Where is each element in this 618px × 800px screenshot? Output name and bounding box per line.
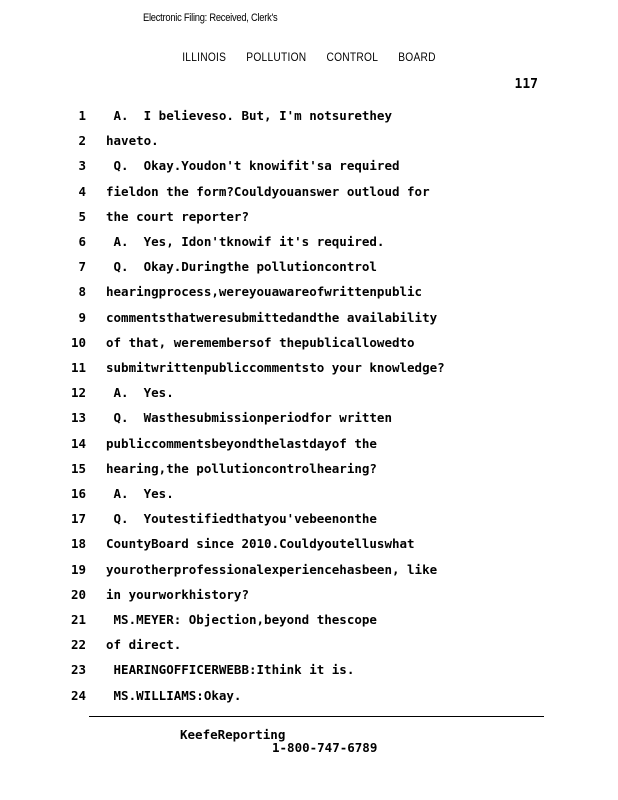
- line-text: Q. Okay.Youdon't knowifit'sa required: [106, 158, 400, 174]
- line-text: yourotherprofessionalexperiencehasbeen, like: [106, 561, 438, 577]
- line-number: 7: [78, 259, 86, 275]
- line-number: 4: [78, 183, 86, 199]
- transcript-line: [0, 562, 618, 587]
- line-text: HEARINGOFFICERWEBB:Ithink it is.: [106, 662, 355, 678]
- transcript-line: [0, 461, 618, 486]
- filing-stamp: Electronic Filing: Received, Clerk's: [143, 12, 278, 24]
- transcript-line: [0, 688, 618, 713]
- transcript-line: [0, 587, 618, 612]
- line-text: CountyBoard since 2010.Couldyoutelluswhat: [106, 536, 415, 552]
- line-number: 18: [70, 536, 86, 552]
- line-number: 1: [78, 108, 86, 123]
- transcript-line: [0, 637, 618, 662]
- line-text: submitwrittenpubliccommentsto your knowledge?: [106, 360, 445, 375]
- line-text: A. I believeso. But, I'm notsurethey: [106, 108, 392, 123]
- transcript-line: [0, 259, 618, 284]
- line-number: 2: [78, 133, 86, 149]
- transcript-line: [0, 410, 618, 435]
- line-number: 6: [78, 234, 86, 249]
- transcript-line: [0, 511, 618, 536]
- line-text: haveto.: [106, 133, 159, 149]
- header-word: CONTROL: [326, 50, 379, 64]
- line-number: 12: [70, 385, 86, 401]
- line-text: Q. Youtestifiedthatyou'vebeenonthe: [106, 511, 377, 527]
- line-text: of that, weremembersof thepublicallowedto: [106, 334, 415, 350]
- line-number: 24: [70, 687, 86, 703]
- line-number: 16: [70, 486, 86, 501]
- transcript-line: [0, 486, 618, 511]
- transcript-line: [0, 662, 618, 687]
- line-number: 19: [70, 561, 86, 577]
- page-number: 117: [514, 77, 538, 92]
- transcript-line: [0, 612, 618, 637]
- transcript-line: [0, 360, 618, 385]
- line-text: of direct.: [106, 637, 182, 653]
- line-number: 22: [70, 637, 86, 653]
- line-text: MS.WILLIAMS:Okay.: [106, 687, 242, 703]
- header-word: POLLUTION: [246, 50, 307, 64]
- line-number: 3: [78, 158, 86, 174]
- transcript-line: [0, 284, 618, 309]
- line-text: in yourworkhistory?: [106, 586, 249, 602]
- line-text: Q. Wasthesubmissionperiodfor written: [106, 410, 392, 426]
- line-text: MS.MEYER: Objection,beyond thescope: [106, 612, 377, 627]
- line-text: A. Yes, Idon'tknowif it's required.: [106, 234, 385, 249]
- footer-divider: [89, 716, 544, 717]
- line-number: 14: [70, 435, 86, 451]
- transcript-line: [0, 158, 618, 183]
- header-word: ILLINOIS: [182, 50, 227, 64]
- footer-company: KeefeReporting: [180, 727, 286, 742]
- transcript-line: [0, 310, 618, 335]
- line-text: fieldon the form?Couldyouanswer outloud for: [106, 183, 430, 199]
- line-number: 10: [70, 334, 86, 350]
- line-number: 20: [70, 586, 86, 602]
- line-text: commentsthatweresubmittedandthe availability: [106, 309, 438, 325]
- line-number: 9: [78, 309, 86, 325]
- line-number: 5: [78, 208, 86, 224]
- line-text: hearing,the pollutioncontrolhearing?: [106, 460, 377, 476]
- header-word: BOARD: [398, 50, 436, 64]
- footer-phone: 1-800-747-6789: [272, 740, 378, 755]
- line-number: 11: [70, 360, 86, 375]
- line-number: 23: [70, 662, 86, 678]
- line-number: 21: [70, 612, 86, 627]
- line-text: A. Yes.: [106, 385, 174, 401]
- line-text: hearingprocess,wereyouawareofwrittenpublic: [106, 284, 423, 300]
- transcript-line: [0, 209, 618, 234]
- transcript-line: [0, 536, 618, 561]
- transcript-line: [0, 234, 618, 259]
- line-text: publiccommentsbeyondthelastdayof the: [106, 435, 377, 451]
- transcript-line: [0, 436, 618, 461]
- transcript-line: [0, 108, 618, 133]
- line-text: the court reporter?: [106, 208, 249, 224]
- transcript-line: [0, 335, 618, 360]
- line-number: 17: [70, 511, 86, 527]
- line-text: A. Yes.: [106, 486, 174, 501]
- line-number: 15: [70, 460, 86, 476]
- line-number: 13: [70, 410, 86, 426]
- page-header: [46, 50, 571, 64]
- transcript-line: [0, 184, 618, 209]
- line-text: Q. Okay.Duringthe pollutioncontrol: [106, 259, 377, 275]
- line-number: 8: [78, 284, 86, 300]
- transcript-line: [0, 133, 618, 158]
- transcript-line: [0, 385, 618, 410]
